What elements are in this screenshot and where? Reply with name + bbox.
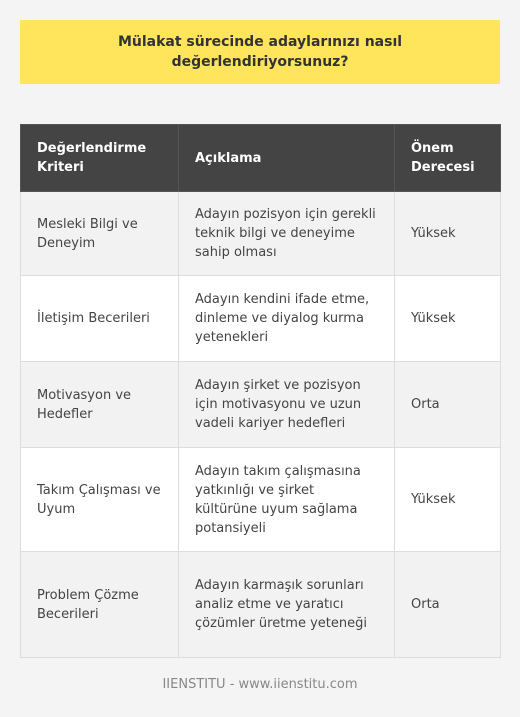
header-importance: Önem Derecesi (395, 125, 501, 192)
cell-criterion: Problem Çözme Becerileri (21, 552, 179, 658)
table-row (21, 192, 501, 276)
cell-description: Adayın pozisyon için gerekli teknik bilgi ve deneyime sahip olması (179, 192, 395, 276)
table-row (21, 448, 501, 552)
table-header-row (21, 125, 501, 192)
header-criterion: Değerlendirme Kriteri (21, 125, 179, 192)
cell-importance: Orta (395, 552, 501, 658)
page-title: Mülakat sürecinde adaylarınızı nasıl değerlendiriyorsunuz? (117, 34, 403, 70)
cell-description: Adayın şirket ve pozisyon için motivasyonu ve uzun vadeli kariyer hedefleri (179, 362, 395, 448)
criteria-table (20, 124, 501, 658)
table-row (21, 362, 501, 448)
cell-importance: Yüksek (395, 276, 501, 362)
footer-credit: IIENSTITU - www.iienstitu.com (162, 677, 358, 692)
cell-description: Adayın takım çalışmasına yatkınlığı ve şirket kültürüne uyum sağlama potansiyeli (179, 448, 395, 552)
table-row (21, 552, 501, 658)
cell-criterion: Takım Çalışması ve Uyum (21, 448, 179, 552)
cell-criterion: İletişim Becerileri (21, 276, 179, 362)
cell-importance: Yüksek (395, 448, 501, 552)
cell-importance: Yüksek (395, 192, 501, 276)
header-description: Açıklama (179, 125, 395, 192)
cell-description: Adayın karmaşık sorunları analiz etme ve yaratıcı çözümler üretme yeteneği (179, 552, 395, 658)
cell-description: Adayın kendini ifade etme, dinleme ve diyalog kurma yetenekleri (179, 276, 395, 362)
table-row (21, 276, 501, 362)
cell-criterion: Mesleki Bilgi ve Deneyim (21, 192, 179, 276)
title-banner (20, 20, 500, 84)
cell-criterion: Motivasyon ve Hedefler (21, 362, 179, 448)
cell-importance: Orta (395, 362, 501, 448)
